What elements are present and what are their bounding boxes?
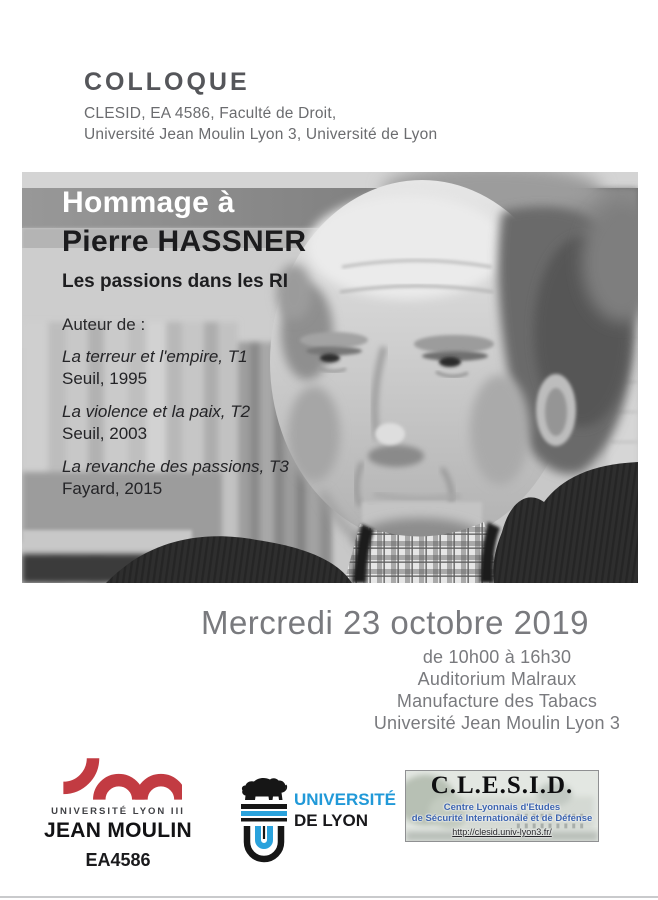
book-item [62, 401, 392, 445]
poster-kicker: COLLOQUE [84, 68, 250, 96]
book-title: La terreur et l'empire, T1 [62, 347, 248, 366]
jm-arcs-icon [54, 752, 182, 802]
clesid-subtitle-2: de Sécurité Internationale et de Défense [411, 813, 593, 824]
univ-lyon-emblem [240, 776, 288, 866]
organizer-line-2: Université Jean Moulin Lyon 3, Université de Lyon [84, 126, 438, 143]
book-publisher: Seuil, 2003 [62, 424, 148, 443]
jean-moulin-label: JEAN MOULIN [44, 819, 192, 842]
clesid-logo [405, 770, 599, 842]
lion-icon [242, 778, 286, 800]
event-venue-2: Manufacture des Tabacs [396, 691, 598, 711]
event-date: Mercredi 23 octobre 2019 [200, 604, 590, 641]
book-title: La violence et la paix, T2 [62, 402, 251, 421]
author-label: Auteur de : [62, 315, 146, 334]
book-item [62, 346, 392, 390]
u-monogram-icon [247, 826, 281, 859]
universite-lyon-iii-label: UNIVERSITÉ LYON III [51, 806, 185, 817]
hero-title-line-2: Pierre HASSNER [62, 225, 307, 258]
jean-moulin-logo [44, 752, 192, 871]
book-item [62, 456, 392, 500]
poster-header [84, 68, 437, 145]
clesid-url: http://clesid.univ-lyon3.fr/ [452, 827, 552, 837]
udl-name-line1: UNIVERSITÉ [294, 790, 397, 809]
clesid-subtitle-1: Centre Lyonnais d'Etudes [443, 802, 561, 813]
clesid-title: C.L.E.S.I.D. [430, 772, 574, 799]
event-time: de 10h00 à 16h30 [422, 647, 572, 667]
hero-subtitle: Les passions dans les RI [62, 271, 288, 292]
page-bottom-edge [0, 896, 658, 898]
organizer-line-1: CLESID, EA 4586, Faculté de Droit, [84, 105, 337, 122]
ea4586-label: EA4586 [85, 850, 151, 870]
book-list [62, 346, 392, 500]
book-publisher: Fayard, 2015 [62, 479, 163, 498]
hero-title-line-1: Hommage à [62, 186, 235, 219]
book-publisher: Seuil, 1995 [62, 369, 148, 388]
hero-text-overlay [62, 184, 392, 500]
stripes [241, 804, 287, 822]
event-venue-1: Auditorium Malraux [417, 669, 577, 689]
event-venue-3: Université Jean Moulin Lyon 3 [373, 713, 621, 733]
book-title: La revanche des passions, T3 [62, 457, 289, 476]
event-details [337, 646, 657, 734]
pierre-hassner-photo [22, 172, 638, 583]
udl-name-line2: DE LYON [294, 811, 369, 830]
